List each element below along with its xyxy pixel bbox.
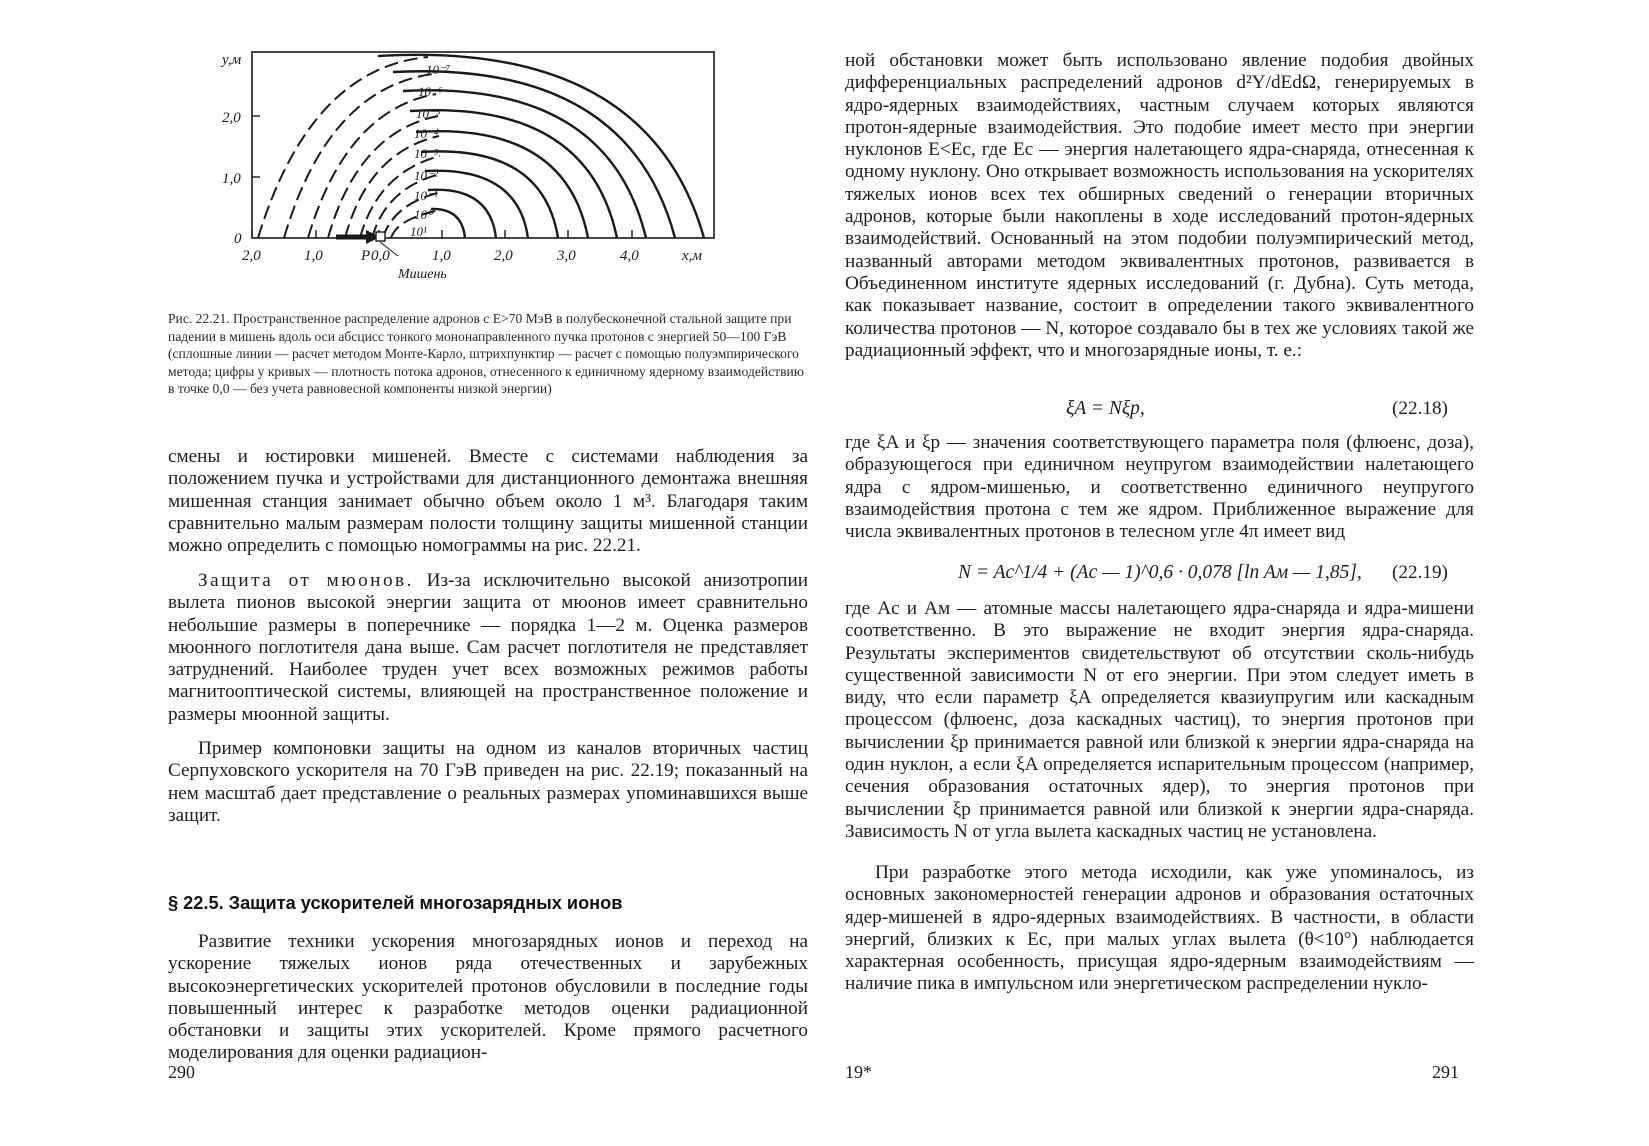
x-tick-label: 3,0 (557, 248, 576, 264)
contour-label: 10⁻¹ (414, 188, 438, 203)
page-number: 291 (1432, 1062, 1459, 1082)
x-tick-label: 2,0 (494, 248, 513, 264)
contour-label: 10⁰ (414, 207, 433, 222)
y-tick-label: 1,0 (222, 171, 241, 187)
formula-number: (22.18) (1392, 398, 1448, 419)
paragraph: где Ac и Aм — атомные массы налетающего ядра-снаряда и ядра-мишени соответственно. В это выражение не входит энергия ядра-снаряда. Результаты экспериментов свидетельствуют об отсутствии сколь-нибудь существенной зависимости N от его энергии. При этом следует иметь в виду, что если параметр ξA определяется квазиупругим или каскадным процессом (флюенс, доза каскадных частиц), то энергия протонов при вычислении ξp принимается равной или близкой к энергии ядра-снаряда на один нуклон, а если ξA определяется испарительным процессом (например, сечения образования остаточных ядер), то энергия протонов при вычислении ξp принимается равной или близкой к энергии ядра-снаряда. Зависимость N от угла вылета каскадных частиц не установлена. (845, 598, 1474, 842)
contour-label: 10⁻⁷ (426, 62, 451, 77)
right-page (824, 0, 1649, 1146)
paragraph: Развитие техники ускорения многозарядных ионов и переход на ускорение тяжелых ионов ряда отечественных и зарубежных высокоэнергетических ускорителей протонов обусловили в последние годы повышенный интерес к разработке методов оценки радиационной обстановки и защиты этих ускорителей. Кроме прямого расчетного моделирования для оценки радиацион- (168, 931, 808, 1064)
signature-mark: 19* (845, 1062, 872, 1082)
left-page (0, 0, 824, 1146)
contour-label: 10⁻³ (414, 146, 438, 161)
x-tick-label: 2,0 (242, 248, 261, 264)
formula-number: (22.19) (1392, 562, 1448, 583)
figure-22-21 (222, 44, 788, 298)
page-number: 290 (168, 1062, 195, 1082)
paragraph: ной обстановки может быть использовано явление подобия двойных дифференциальных распределений адронов d²Y/dEdΩ, генерируемых в ядро-ядерных взаимодействиях, частным случаем которых являются протон-ядерные взаимодействия. Это подобие имеет место при энергии нуклонов E<Ec, где Ec — энергия налетающего ядра-снаряда, отнесенная к одному нуклону. Оно открывает возможность использования на ускорителях тяжелых ионов всех тех обширных сведений о генерации вторичных адронов, которые были накоплены в ходе исследований протон-ядерных взаимодействий. Основанный на этом подобии полуэмпирический метод, названный авторами методом эквивалентных протонов, развивается в Объединенном институте ядерных исследований (г. Дубна). Суть метода, как показывает название, состоит в определении такого эквивалентного количества протонов — N, которое создавало бы в тех же условиях такой же радиационный эффект, что и многозарядные ионы, т. е.: (845, 50, 1474, 361)
figure-caption: Рис. 22.21. Пространственное распределение адронов с E>70 МэВ в полубесконечной стальной защите при падении в мишень вдоль оси абсцисс тонкого мононаправленного пучка протонов с энергией 50—100 ГэВ (сплошные линии — расчет методом Монте-Карло, штрихпунктир — расчет с помощью полуэмпирического метода; цифры у кривых — плотность потока адронов, отнесенного к единичному ядерному взаимодействию в точке 0,0 — без учета равновесной компоненты низкой энергии) (168, 311, 804, 397)
contour-plot (222, 44, 788, 298)
x-tick-label: 0,0 (371, 248, 390, 264)
paragraph-text: Из-за исключительно высокой анизотропии вылета пионов высокой энергии защита от мюонов имеет сравнительно небольшие размеры в поперечнике — порядка 1—2 м. Оценка размеров мюонного поглотителя дана выше. Сам расчет поглотителя не представляет затруднений. Наиболее труден учет всех возможных режимов работы магнитооптической системы, влияющей на пространственное положение и размеры мюонной защиты. (168, 570, 808, 725)
paragraph (168, 570, 808, 726)
paragraph: где ξA и ξp — значения соответствующего параметра поля (флюенс, доза), образующегося при единичном неупругом взаимодействии налетающего ядра с ядром-мишенью, и соответственно единичного неупругого взаимодействия протона с тем же ядром. Приближенное выражение для числа эквивалентных протонов в телесном угле 4π имеет вид (845, 432, 1474, 543)
contour-label: 10¹ (410, 224, 427, 239)
y-tick-label: 0 (234, 231, 242, 247)
x-axis-label: x,м (682, 248, 702, 264)
contour-label: 10⁻² (414, 168, 438, 183)
formula-22-19: N = Ac^1/4 + (Ac — 1)^0,6 · 0,078 [ln Aм — 1,85], (958, 562, 1362, 583)
spaced-subheading: Защита от мюонов. (198, 570, 414, 591)
formula-22-18: ξA = Nξp, (1066, 398, 1145, 419)
x-tick-label: 1,0 (304, 248, 323, 264)
contour-label: 10⁻⁶ (418, 84, 443, 99)
plot-frame (252, 52, 714, 238)
section-heading: § 22.5. Защита ускорителей многозарядных ионов (168, 893, 623, 913)
contour-label: 10⁻⁵ (416, 106, 441, 121)
y-axis-label: y,м (222, 52, 242, 68)
y-tick-label: 2,0 (222, 110, 241, 126)
paragraph: При разработке этого метода исходили, как уже упоминалось, из основных закономерностей генерации адронов и образования остаточных ядер-мишеней в ядро-ядерных взаимодействиях. В частности, в области энергий, близких к Ec, при малых углах вылета (θ<10°) наблюдается характерная особенность, присущая ядро-ядерным взаимодействиям — наличие пика в импульсном или энергетическом распределении нукло- (845, 862, 1474, 995)
target-label: Мишень (398, 267, 447, 282)
p-label: P (361, 248, 371, 264)
paragraph: смены и юстировки мишеней. Вместе с системами наблюдения за положением пучка и устройствами для дистанционного демонтажа внешняя мишенная станция занимает обычно объем около 1 м³. Благодаря таким сравнительно малым размерам полости толщину защиты мишенной станции можно определить с помощью номограммы на рис. 22.21. (168, 446, 808, 557)
paragraph: Пример компоновки защиты на одном из каналов вторичных частиц Серпуховского ускорителя на 70 ГэВ приведен на рис. 22.19; показанный на нем масштаб дает представление о реальных размерах упоминавшихся выше защит. (168, 738, 808, 826)
contour-label: 10⁻⁴ (414, 126, 439, 141)
x-tick-label: 4,0 (620, 248, 639, 264)
target-marker (376, 232, 385, 241)
x-tick-label: 1,0 (432, 248, 451, 264)
